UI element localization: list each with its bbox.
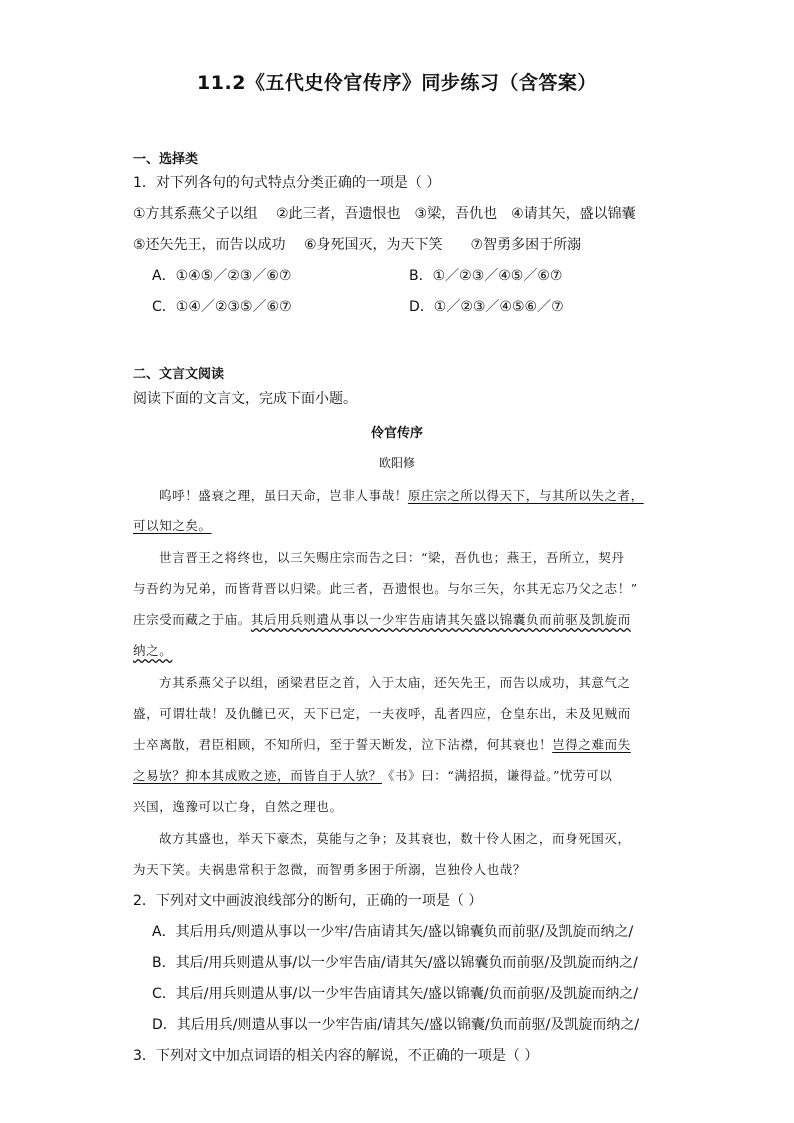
question-1-option-a: A．①④⑤／②③／⑥⑦ [152, 268, 292, 284]
question-2-option-a: A．其后用兵/则遣从事以一少牢/告庙请其矢/盛以锦囊负而前驱/及凯旋而纳之/ [152, 924, 634, 940]
passage-text: 呜呼！盛衰之理，虽曰天命，岂非人事哉！ [159, 488, 408, 503]
passage-p3-line-3 [133, 735, 631, 753]
passage-p3-line-5: 兴国，逸豫可以亡身，自然之理也。 [133, 799, 343, 814]
passage-p3-line-1: 方其系燕父子以组，函梁君臣之首，入于太庙，还矢先王，而告以成功，其意气之 [159, 675, 631, 690]
question-1-stem: 1．对下列各句的句式特点分类正确的一项是（ ） [133, 175, 441, 191]
passage-underlined-text: 可以知之矣。 [133, 518, 212, 533]
passage-p2-line-2: 与吾约为兄弟，而皆背晋以归梁。此三者，吾遗恨也。与尔三矢，尔其无忘乃父之志！” [133, 581, 638, 596]
question-1-items-line-2: ⑤还矢先王，而告以成功 ⑥身死国灭，为天下笑 ⑦智勇多困于所溺 [133, 237, 582, 253]
passage-text: 《书》曰：“满招损，谦得益。”忧劳可以 [381, 768, 613, 783]
passage-p1-line-1 [159, 486, 644, 504]
passage-p2-line-4 [133, 641, 172, 659]
passage-underlined-text: 之易欤？抑本其成败之迹，而皆自于人欤？ [133, 768, 382, 783]
question-2-option-d: D．其后用兵/则遣从事以一少牢告庙/请其矢/盛以锦囊/负而前驱/及凯旋而纳之/ [152, 1017, 640, 1033]
passage-underlined-text: 原庄宗之所以得天下，与其所以失之者， [407, 488, 644, 503]
passage-p2-line-1: 世言晋王之将终也，以三矢赐庄宗而告之曰：“梁，吾仇也；燕王，吾所立，契丹 [159, 550, 625, 565]
question-1-option-b: B．①／②③／④⑤／⑥⑦ [409, 268, 563, 284]
question-2-stem: 2．下列对文中画波浪线部分的断句，正确的一项是（ ） [133, 893, 483, 909]
question-1-option-c: C．①④／②③⑤／⑥⑦ [152, 299, 292, 315]
passage-p4-line-1: 故方其盛也，举天下豪杰，莫能与之争；及其衰也，数十伶人困之，而身死国灭， [159, 831, 631, 846]
passage-author: 欧阳修 [378, 456, 415, 470]
passage-p1-line-2 [133, 516, 212, 534]
question-3-stem: 3．下列对文中加点词语的相关内容的解说，不正确的一项是（ ） [133, 1048, 539, 1064]
section-heading-choice: 一、选择类 [133, 152, 199, 167]
section-heading-classical-reading: 二、文言文阅读 [133, 367, 225, 382]
question-2-option-b: B．其后/用兵则遣从事/以一少牢告庙/请其矢/盛以锦囊负而前驱/及凯旋而纳之/ [152, 955, 638, 971]
passage-text: 庄宗受而藏之于庙。 [133, 612, 251, 627]
document-title: 11.2《五代史伶官传序》同步练习（含答案） [197, 72, 597, 94]
passage-p3-line-4 [133, 766, 612, 784]
passage-wavy-underlined-text: 其后用兵则遣从事以一少牢告庙请其矢盛以锦囊负而前驱及凯旋而 [250, 612, 631, 627]
reading-instructions: 阅读下面的文言文，完成下面小题。 [133, 391, 357, 407]
passage-wavy-underlined-text: 纳之。 [133, 643, 173, 658]
question-1-items-line-1: ①方其系燕父子以组 ②此三者，吾遗恨也 ③梁，吾仇也 ④请其矢，盛以锦囊 [133, 206, 636, 222]
question-2-option-c: C．其后/用兵则遣从事/以一少牢告庙请其矢/盛以锦囊/负而前驱/及凯旋而纳之/ [152, 986, 639, 1002]
passage-p2-line-3 [133, 610, 631, 628]
passage-text: 士卒离散，君臣相顾，不知所归，至于誓天断发，泣下沾襟，何其衰也！ [133, 737, 553, 752]
passage-title: 伶官传序 [370, 426, 423, 441]
passage-p3-line-2: 盛，可谓壮哉！及仇雠已灭，天下已定，一夫夜呼，乱者四应，仓皇东出，未及见贼而 [133, 706, 631, 721]
passage-p4-line-2: 为天下笑。夫祸患常积于忽微，而智勇多困于所溺，岂独伶人也哉？ [133, 862, 527, 877]
question-1-option-d: D．①／②③／④⑤⑥／⑦ [409, 299, 564, 315]
passage-underlined-text: 岂得之难而失 [552, 737, 631, 752]
